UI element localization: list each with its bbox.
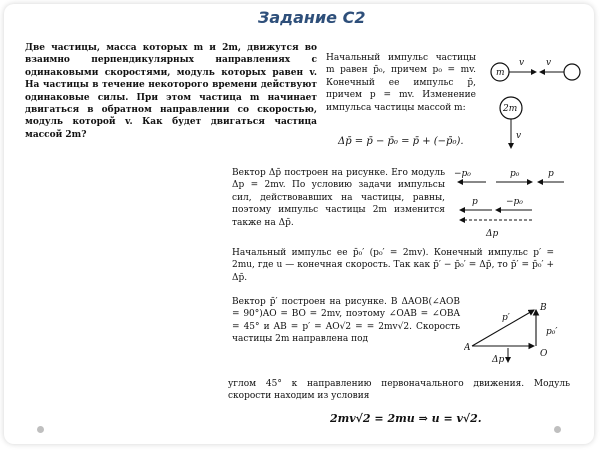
velocity-label-2: v	[546, 58, 552, 68]
initial-text: Начальный импульс ее p̄₀′ (p₀′ = 2mv). Конечный импульс p′ = 2mu, где u — конечная скорость. Так как p̄′ − p̄₀′ = Δp̄, то p̄′ = p̄₀′ + Δp̄.	[232, 248, 554, 283]
page-title: Задание С2	[258, 8, 366, 27]
p-label: p	[548, 169, 554, 179]
momentum-text: Начальный импульс частицы m равен p̄₀, причем p₀ = mv. Конечный ее импульс p̄, причем p = mv. Изменение импульса частицы массой m:	[326, 53, 476, 113]
bullet-dot-right	[554, 426, 561, 433]
final-formula: 2mv√2 = 2mu ⇒ u = v√2.	[330, 412, 482, 425]
momentum-vectors-diagram	[452, 166, 574, 244]
momentum-explanation	[326, 52, 476, 114]
dp-label: Δp	[486, 229, 499, 239]
problem-statement	[25, 42, 317, 141]
vertex-b-label: B	[540, 303, 547, 313]
conclusion-text: углом 45° к направлению первоначального движения. Модуль скорости находим из условия	[228, 379, 570, 402]
velocity-label-3: v	[516, 131, 522, 141]
particle-m-label: m	[496, 68, 505, 78]
triangle-diagram	[464, 298, 576, 366]
p0-label: p₀	[510, 169, 520, 179]
particles-diagram	[486, 50, 586, 158]
conclusion	[228, 378, 570, 403]
particle-m-final-circle	[564, 64, 580, 80]
velocity-label-1: v	[519, 58, 525, 68]
particle-2m-label: 2m	[503, 104, 518, 114]
p-sum-label: p	[472, 197, 478, 207]
dp-triangle-label: Δp	[492, 355, 505, 365]
constructed-text: Вектор p̄′ построен на рисунке. В ΔAOB(∠AOB = 90°)AO = BO = 2mv, поэтому ∠OAB = ∠OBA = 45° и AB = p′ = AO√2 = = 2mv√2. Скорость частицы 2m направлена под	[232, 297, 460, 345]
problem-text: Две частицы, масса которых m и 2m, движутся во взаимно перпендикулярных направлениях с одинаковыми скоростями, модуль которых равен v. На частицы в течение некоторого времени действуют одинаковые силы. При этом частица m начинает двигаться в обратном направлении со скоростью, модуль которой v. Как будет двигаться частица массой 2m?	[25, 43, 317, 140]
initial-momentum-explanation	[232, 247, 554, 284]
momentum-formula: Δp̄ = p̄ − p̄₀ = p̄ + (−p̄₀).	[338, 136, 464, 147]
vertex-a-label: A	[464, 343, 471, 353]
vector-explanation	[232, 167, 445, 229]
p0prime-label: p₀′	[546, 327, 558, 337]
neg-p0-label: −p₀	[454, 169, 471, 179]
neg-p0-sum-label: −p₀	[506, 197, 523, 207]
vector-text: Вектор Δp̄ построен на рисунке. Его модуль Δp = 2mv. По условию задачи импульсы сил, действовавших на частицы, равны, поэтому импульс частицы 2m изменится также на Δp̄.	[232, 168, 445, 228]
bullet-dot-left	[37, 426, 44, 433]
pprime-label: p′	[502, 313, 510, 323]
constructed-explanation	[232, 296, 460, 346]
vertex-o-label: O	[540, 349, 548, 359]
